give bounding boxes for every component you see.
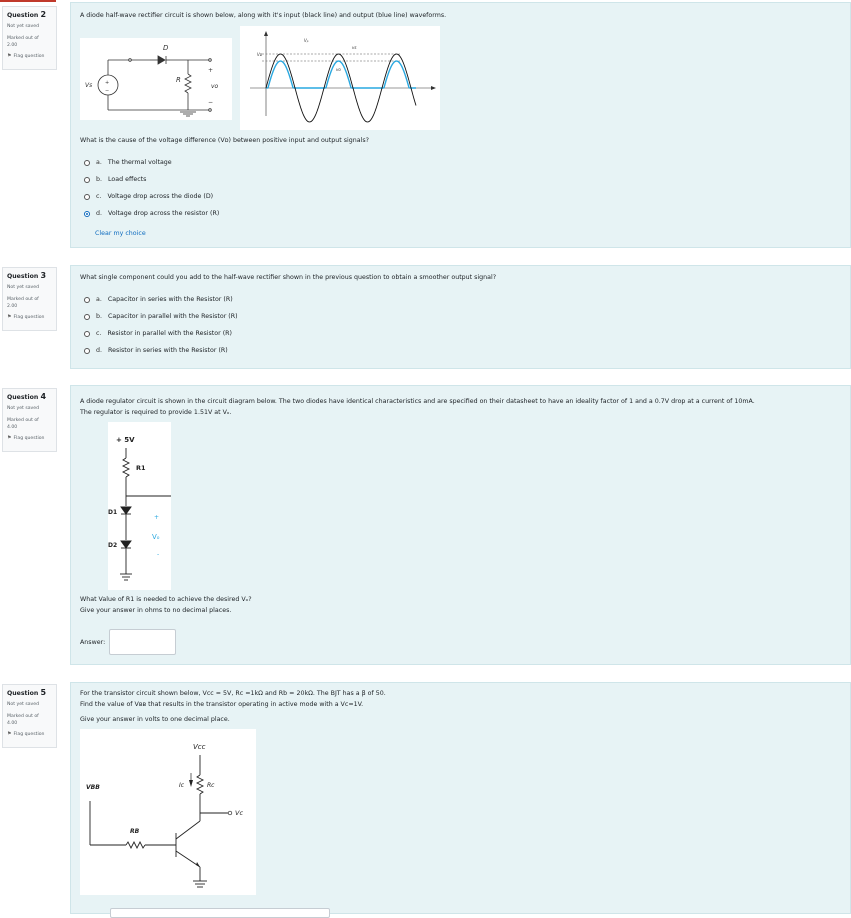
flag-icon: ⚑ xyxy=(7,53,12,59)
rc-label: Rc xyxy=(207,782,215,789)
diode-label: D xyxy=(163,44,169,52)
option-b[interactable]: b. Load effects xyxy=(84,176,146,183)
vo-minus: - xyxy=(157,551,160,558)
output-plus: + xyxy=(208,67,214,74)
flag-icon: ⚑ xyxy=(7,731,12,737)
answer-input-partial[interactable] xyxy=(110,908,330,918)
wave-label-vp: Vₚ xyxy=(304,38,309,43)
flag-icon: ⚑ xyxy=(7,314,12,320)
clear-choice-link[interactable]: Clear my choice xyxy=(95,230,146,237)
diode-regulator-figure xyxy=(108,422,171,590)
question-grade: Marked out of 2.00 xyxy=(7,36,39,48)
question-text: What single component could you add to the half-wave rectifier shown in the previous question to obtain a smoother output signal? xyxy=(80,274,497,281)
radio-button[interactable] xyxy=(84,194,90,200)
radio-button[interactable] xyxy=(84,160,90,166)
question-info-q5 xyxy=(2,684,57,748)
question-prompt: Give your answer in volts to one decimal place. xyxy=(80,716,230,723)
svg-text:−: − xyxy=(105,88,110,94)
question-content-q4 xyxy=(70,385,851,665)
question-info-q3 xyxy=(2,267,57,331)
question-info-q4 xyxy=(2,388,57,452)
radio-button[interactable] xyxy=(84,177,90,183)
svg-text:+: + xyxy=(105,80,110,86)
question-text: A diode half-wave rectifier circuit is shown below, along with it's input (black line) and output (blue line) waveforms. xyxy=(80,12,447,19)
answer-input[interactable] xyxy=(109,629,176,655)
radio-button-selected[interactable] xyxy=(84,211,90,217)
vo-label: Vₒ xyxy=(152,533,160,541)
question-prompt-line1: What Value of R1 is needed to achieve the desired Vₒ? xyxy=(80,596,252,603)
vo-plus: + xyxy=(154,514,160,521)
question-number: Question 2 xyxy=(7,10,47,19)
question-info-q2 xyxy=(2,6,57,70)
question-grade: Marked out of 2.00 xyxy=(7,297,39,309)
question-state: Not yet saved xyxy=(7,406,39,411)
transistor-circuit-figure xyxy=(80,729,256,895)
question-text-line1: A diode regulator circuit is shown in the circuit diagram below. The two diodes have identical characteristics and are specified on their datasheet to have an ideality factor of 1 and a 0.7V drop at a current of 10mA. xyxy=(80,398,755,405)
vc-label: Vc xyxy=(235,809,244,817)
rb-label: RB xyxy=(130,828,140,835)
question-grade: Marked out of 4.00 xyxy=(7,714,39,726)
question-number: Question 3 xyxy=(7,271,47,280)
output-minus: − xyxy=(208,99,214,106)
ic-label: Ic xyxy=(179,782,185,789)
output-label: vo xyxy=(211,83,219,90)
question-text-line2: The regulator is required to provide 1.51V at Vₒ. xyxy=(80,409,232,416)
question-state: Not yet saved xyxy=(7,702,39,707)
d1-label: D1 xyxy=(108,509,118,516)
flag-question-button[interactable]: ⚑ Flag question xyxy=(7,435,45,441)
radio-button[interactable] xyxy=(84,348,90,354)
source-label: Vs xyxy=(85,82,93,89)
question-prompt-line2: Give your answer in ohms to no decimal places. xyxy=(80,607,232,614)
r1-label: R1 xyxy=(136,464,146,472)
radio-button[interactable] xyxy=(84,314,90,320)
vcc-label: Vcc xyxy=(193,743,206,751)
radio-button[interactable] xyxy=(84,331,90,337)
question-text-line1: For the transistor circuit shown below, Vᴄᴄ = 5V, Rᴄ =1kΩ and Rb = 20kΩ. The BJT has a β of 50. xyxy=(80,690,386,697)
question-prompt: What is the cause of the voltage difference (Vᴅ) between positive input and output signals? xyxy=(80,137,369,144)
question-grade: Marked out of 4.00 xyxy=(7,418,39,430)
resistor-label: R xyxy=(176,76,181,84)
option-c[interactable]: c. Resistor in parallel with the Resistor (R) xyxy=(84,330,232,337)
option-b[interactable]: b. Capacitor in parallel with the Resistor (R) xyxy=(84,313,238,320)
question-number: Question 4 xyxy=(7,392,47,401)
option-c[interactable]: c. Voltage drop across the diode (D) xyxy=(84,193,213,200)
top-accent-line xyxy=(0,0,56,2)
radio-button[interactable] xyxy=(84,297,90,303)
question-state: Not yet saved xyxy=(7,285,39,290)
flag-question-button[interactable]: ⚑ Flag question xyxy=(7,314,45,320)
flag-question-button[interactable]: ⚑ Flag question xyxy=(7,53,45,59)
option-a[interactable]: a. The thermal voltage xyxy=(84,159,172,166)
rectifier-waveform-figure xyxy=(240,26,440,130)
question-number: Question 5 xyxy=(7,688,47,697)
question-state: Not yet saved xyxy=(7,24,39,29)
rectifier-circuit-figure xyxy=(80,38,232,120)
flag-question-button[interactable]: ⚑ Flag question xyxy=(7,731,45,737)
wave-label-vd: Vᴅ xyxy=(257,52,263,57)
d2-label: D2 xyxy=(108,542,118,549)
option-a[interactable]: a. Capacitor in series with the Resistor (R) xyxy=(84,296,233,303)
flag-icon: ⚑ xyxy=(7,435,12,441)
answer-label: Answer: xyxy=(80,639,106,646)
vbb-label: VBB xyxy=(86,784,100,791)
supply-label: + 5V xyxy=(116,436,135,444)
question-text-line2: Find the value of Vʙʙ that results in the transistor operating in active mode with a Vᴄ=1V. xyxy=(80,701,364,708)
wave-label-vs: vs xyxy=(352,45,357,50)
option-d[interactable]: d. Resistor in series with the Resistor (R) xyxy=(84,347,228,354)
option-d[interactable]: d. Voltage drop across the resistor (R) xyxy=(84,210,219,217)
wave-label-vo: vo xyxy=(336,67,341,72)
